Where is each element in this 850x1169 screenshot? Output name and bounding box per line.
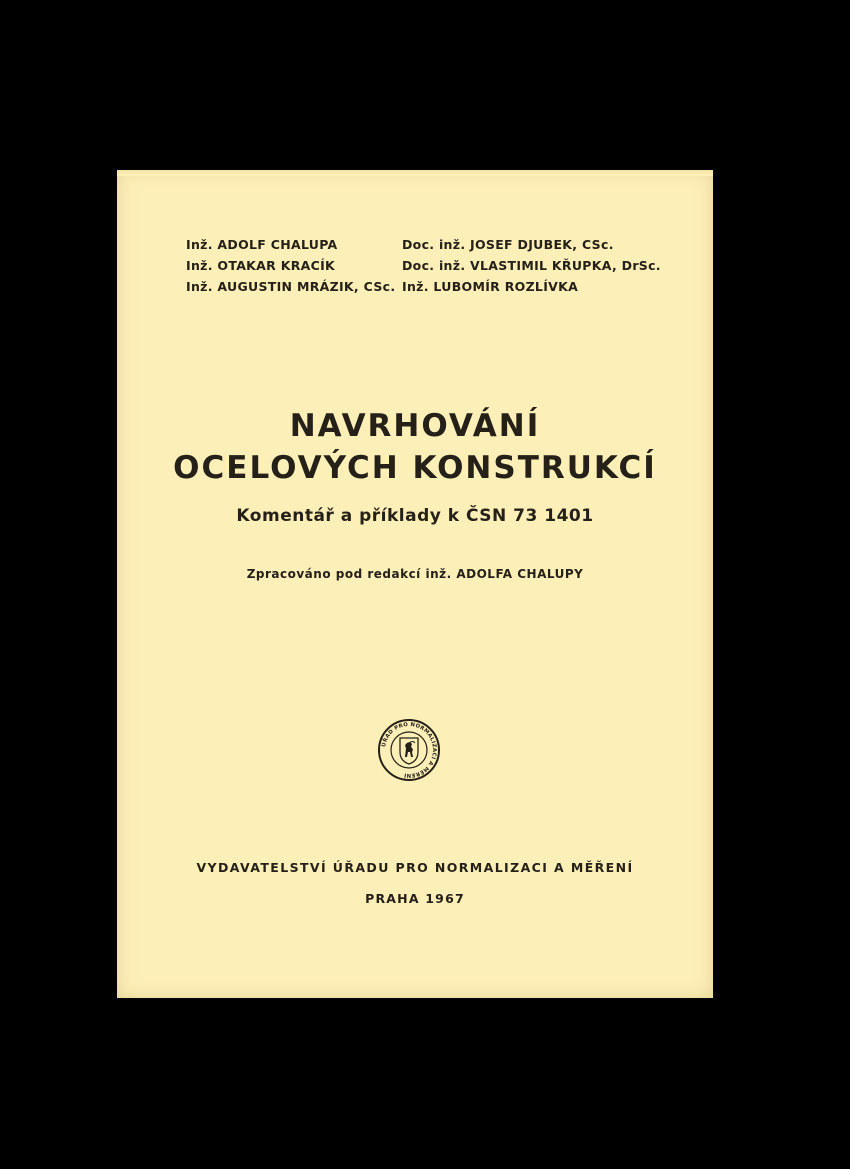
author-name: Inž. LUBOMÍR ROZLÍVKA (402, 279, 579, 294)
author-name: Doc. inž. VLASTIMIL KŘUPKA, DrSc. (402, 258, 661, 273)
book-cover (117, 170, 713, 998)
book-title-line-1: NAVRHOVÁNÍ (289, 408, 541, 444)
editor-note: Zpracováno pod redakcí inž. ADOLFA CHALUPY (246, 567, 584, 581)
author-name: Inž. AUGUSTIN MRÁZIK, CSc. (186, 279, 396, 294)
book-subtitle: Komentář a příklady k ČSN 73 1401 (236, 506, 594, 526)
authors-right-column (402, 234, 661, 297)
publisher-seal-icon (377, 718, 441, 782)
author-name: Doc. inž. JOSEF DJUBEK, CSc. (402, 237, 614, 252)
place-and-year: PRAHA 1967 (365, 891, 465, 906)
authors-left-column (186, 234, 395, 297)
author-name: Inž. ADOLF CHALUPA (186, 237, 338, 252)
book-title-line-2: OCELOVÝCH KONSTRUKCÍ (173, 450, 657, 486)
publisher-name: VYDAVATELSTVÍ ÚŘADU PRO NORMALIZACI A MĚŘENÍ (196, 860, 634, 875)
seal-text: ÚŘAD PRO NORMALIZACI A MĚŘENÍ (381, 721, 438, 779)
author-name: Inž. OTAKAR KRACÍK (186, 258, 336, 273)
